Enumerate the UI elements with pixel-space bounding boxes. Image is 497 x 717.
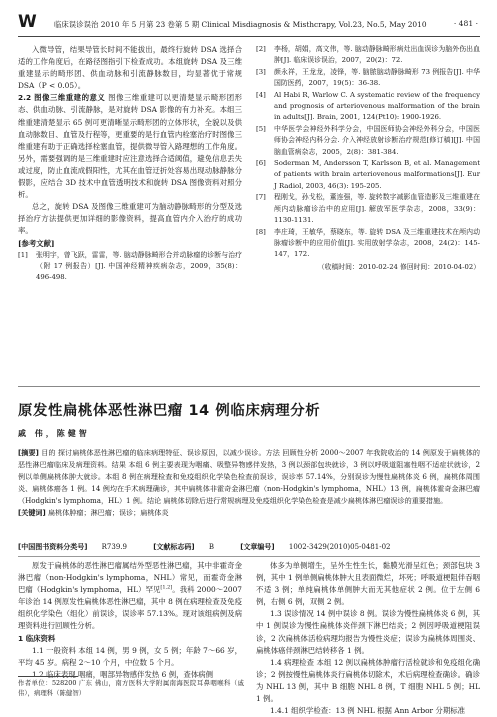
article-body-left-column — [18, 560, 242, 681]
footnote-rule — [18, 676, 78, 677]
paragraph: 入微导管，结果导管长时间不能拔出，最终行旋转 DSA 选择合适的工作角度后，在路径图指引下检查成功。本组旋转 DSA 及三维重建显示的畸形团、供血动脉和引流静脉数目，均显著优于常规 DSA（P < 0.05）。 — [18, 45, 242, 91]
references-heading: [参考文献] — [18, 238, 55, 248]
received-revised-dates: （收稿时间：2010-02-24 修回时间：2010-04-02） — [317, 262, 480, 271]
article-id-value: 1002-3429(2010)05-0481-02 — [288, 543, 391, 551]
clc-value: R739.9 — [101, 543, 127, 551]
classification-row — [18, 542, 480, 552]
reference-item: [6] Soderman M, Andersson T, Karlsson B, et al. Management of patients with brain arteriovenous malformations[J]. Eur J Radiol, 2003, 46(3): 195-205. — [256, 159, 480, 190]
reference-item: [4] Al Habi R, Warlow C. A systematic review of the frequency and prognosis of arteriovenous malformation of the brain in adults[J]. Brain, 2001, 124(Pt10): 1900-1926. — [256, 90, 480, 122]
article-title: 原发性扁桃体恶性淋巴瘤 14 例临床病理分析 — [18, 403, 321, 419]
journal-logo: W — [18, 12, 36, 32]
paragraph: 1.4 病理检查 本组 12 例以扁桃体肿瘤行活检就诊和免疫组化确诊；2 例按慢性扁桃体炎行扁桃体切除术，术后病理检查确诊。确诊为 NHL 13 例，其中 B 细胞 NHL 8 例，T 细胞 NHL 5 例；HL 1 例。 — [256, 657, 480, 704]
section-heading: 1 临床资料 — [18, 633, 56, 643]
reference-item: [8] 李庄琦，王敏华，蔡晓东，等. 旋转 DSA 及三维重建技术在颅内动脉瘤诊断中的应用价值[J]. 实用放射学杂志，2008，24(2)：145-147，172. — [256, 227, 480, 259]
paragraph: 1.1 一般资料 本组 14 例，男 9 例，女 5 例；年龄 7～66 岁，平均 45 岁。病程 2～10 个月，中位数 5 个月。 — [18, 645, 242, 667]
author-affiliation-footnote: 作者单位：528200 广东 佛山，南方医科大学附属南海医院耳鼻咽喉科（戚伟），病理科（陈健智） — [18, 679, 244, 697]
abstract-text: 目的 探讨扁桃体恶性淋巴瘤的临床病理特征、误诊原因，以减少误诊。方法 回顾性分析 2000～2007 年我院收治的 14 例原发于扁桃体的恶性淋巴瘤临床及病理资料。结果 本组 6 例主要表现为咽痛、吸整异物感伴发热，3 例以颈部包块就诊，3 例以呼吸道阻塞性咽不适症状就诊，2 例以单侧扁桃体肿大就诊。本组 8 例在病理检查和免疫组织化学染色检查前误诊，误诊率 57.14%，分别误诊为慢性扁桃体炎 6 例，扁桃体周围炎、扁桃体癌各 1 例。14 例均在手术病理确诊，其中扁桃体非霍奇金淋巴瘤（non-Hodgkin's lymphoma，NHL）13 例，扁桃体霍奇金淋巴瘤（Hodgkin's lymphoma，HL）1 例。结论 扁桃体切除后进行常规病理及免疫组织化学染色检查是减少扁桃体淋巴瘤误诊的重要措施。 — [18, 448, 480, 505]
reference-item: [2] 李杨，胡娟，高文伟，等. 脑动静脉畸形病灶出血误诊为脑外伤出血肿[J]. 临床误诊误治，2007，20(2)：72. — [256, 45, 480, 65]
article-authors: 戚 伟，陈健智 — [18, 428, 90, 438]
paragraph: 体多为单侧增生，呈外生性生长，黏膜光滑呈红色；颈部包块 3 例，其中 1 例单侧扁桃体肿大且表面微烂，坏死；呼吸道梗阻伴吞咽不适 3 例；单纯扁桃体单侧肿大而无其他症状 2 例。位于左侧 6 例，右侧 6 例，双侧 2 例。 — [256, 561, 480, 607]
reference-item: [1] 张明宇，曾飞跃，雷雷，等. 脑动静脉畸形合并动脉瘤的诊断与治疗（附 17 例报告）[J]. 中国神经精神疾病杂志，2009，35(8)：496-498. — [18, 250, 242, 282]
paragraph: 1.3 误诊情况 14 例中误诊 8 例。误诊为慢性扁桃体炎 6 例，其中 1 例误诊为慢性扁桃体炎伴颈下淋巴结炎；2 例因呼吸道梗阻误诊，2 次扁桃体活检病理均报告为慢性炎症；误诊为扁桃体周围炎、扁桃体癌伴颈淋巴结转移各 1 例。 — [256, 609, 480, 655]
paragraph — [18, 92, 242, 201]
running-header — [18, 14, 480, 37]
previous-article-left-column — [18, 44, 242, 284]
citation-superscript: [1,2] — [160, 584, 173, 591]
header-rule — [18, 556, 480, 557]
keywords — [18, 507, 480, 519]
paragraph-text: 图像三维重建可以更清楚显示畸形团形态、供血动脉、引流静脉，是对旋转 DSA 影像的有力补充。本组三维重建清楚显示 65 例可更清晰显示畸形团的立体形状，全貌以及供血动脉数目、血管及行程等，更重要的是行血管内栓塞治疗时图像三维重建有助于正确选择栓塞血管，提供微导管入路理想的工作角度。另外，需要强调的是三维重建时应注意选择合适阈值，避免信息丢失或过度，防止血流成假阳性，尤其在血管迂折处容易出现动脉静脉分假影，应结合 3D 技术中血管透明技术和旋转 DSA 图像资料对照分析。 — [18, 93, 242, 200]
abstract — [18, 447, 480, 507]
reference-item: [7] 程刚戈，孙戈松，董连强，等. 旋转数字减影血管造影及三维重建在颅内动脉瘤诊治中的应用[J]. 解放军医学杂志，2008，33(9)：1130-1131. — [256, 193, 480, 225]
journal-citation-line: 临床误诊误治 2010 年 5 月第 23 卷第 5 期 Clinical Misdiagnosis & Misthcrapy, Vol.23, No.5, May 2010 — [54, 20, 427, 29]
paragraph: 1.4.1 组织学检查：13 例 NHL 根据 Ann Arbor 分期标准 — [270, 706, 465, 716]
clc-label: [中国图书资料分类号] — [18, 543, 88, 551]
reference-item: [3] 颜永祥，王龙龙，凌锋，等. 脑脓脑动静脉畸形 73 例报告[J]. 中华国防医药，2007，19(5)：36-38. — [256, 67, 480, 88]
section-heading: 2.2 图像三维重建的意义 — [18, 93, 106, 103]
paragraph: 1.2 临床表现 咽痛，咽部异物感伴发热 6 例，查体病侧 — [32, 669, 214, 679]
abstract-block — [18, 447, 480, 518]
article-id-label: [文章编号] — [240, 543, 275, 551]
abstract-label: [摘要] — [18, 448, 39, 457]
doc-code-value: B — [208, 543, 214, 551]
page-number: · 481 · — [453, 19, 478, 28]
article-body-right-column — [256, 560, 480, 717]
reference-item: [5] 中华医学会神经外科学分会，中国医师协会神经外科分会，中国医师协会神经内科分会. 介入神经放射诊断治疗规范[修订稿][J]. 中国脑血管病杂志，2005，2(8)：381-384. — [256, 124, 480, 156]
paragraph: 原发于扁桃体的恶性淋巴瘤属结外型恶性淋巴瘤，其中非霍奇金淋巴瘤（non-Hodgkin's lymphoma，NHL）常见，而霍奇金淋巴瘤（Hodgkin's lymphoma，HL）罕见[1,2]。我科 2000～2007 年诊治 14 例原发性扁桃体恶性淋巴瘤，其中 8 例在病理检查及免疫组织化学染色（组化）前误诊，误诊率 57.13%。现对该组病例及病理资料进行回顾性分析。 — [18, 561, 243, 631]
previous-article-references — [256, 44, 480, 273]
paragraph: 总之，旋转 DSA 及图像三维重建可为脑动静脉畸形的分型及选择治疗方法提供更加详细的影像资料，提高血管内介入治疗的成功率。 — [18, 202, 242, 236]
keywords-label: [关键词] — [18, 507, 46, 517]
article-divider — [18, 386, 480, 387]
keywords-text: 扁桃体肿瘤；淋巴瘤；误诊；扁桃体炎 — [48, 507, 169, 517]
doc-code-label: [文献标志码] — [153, 543, 195, 551]
